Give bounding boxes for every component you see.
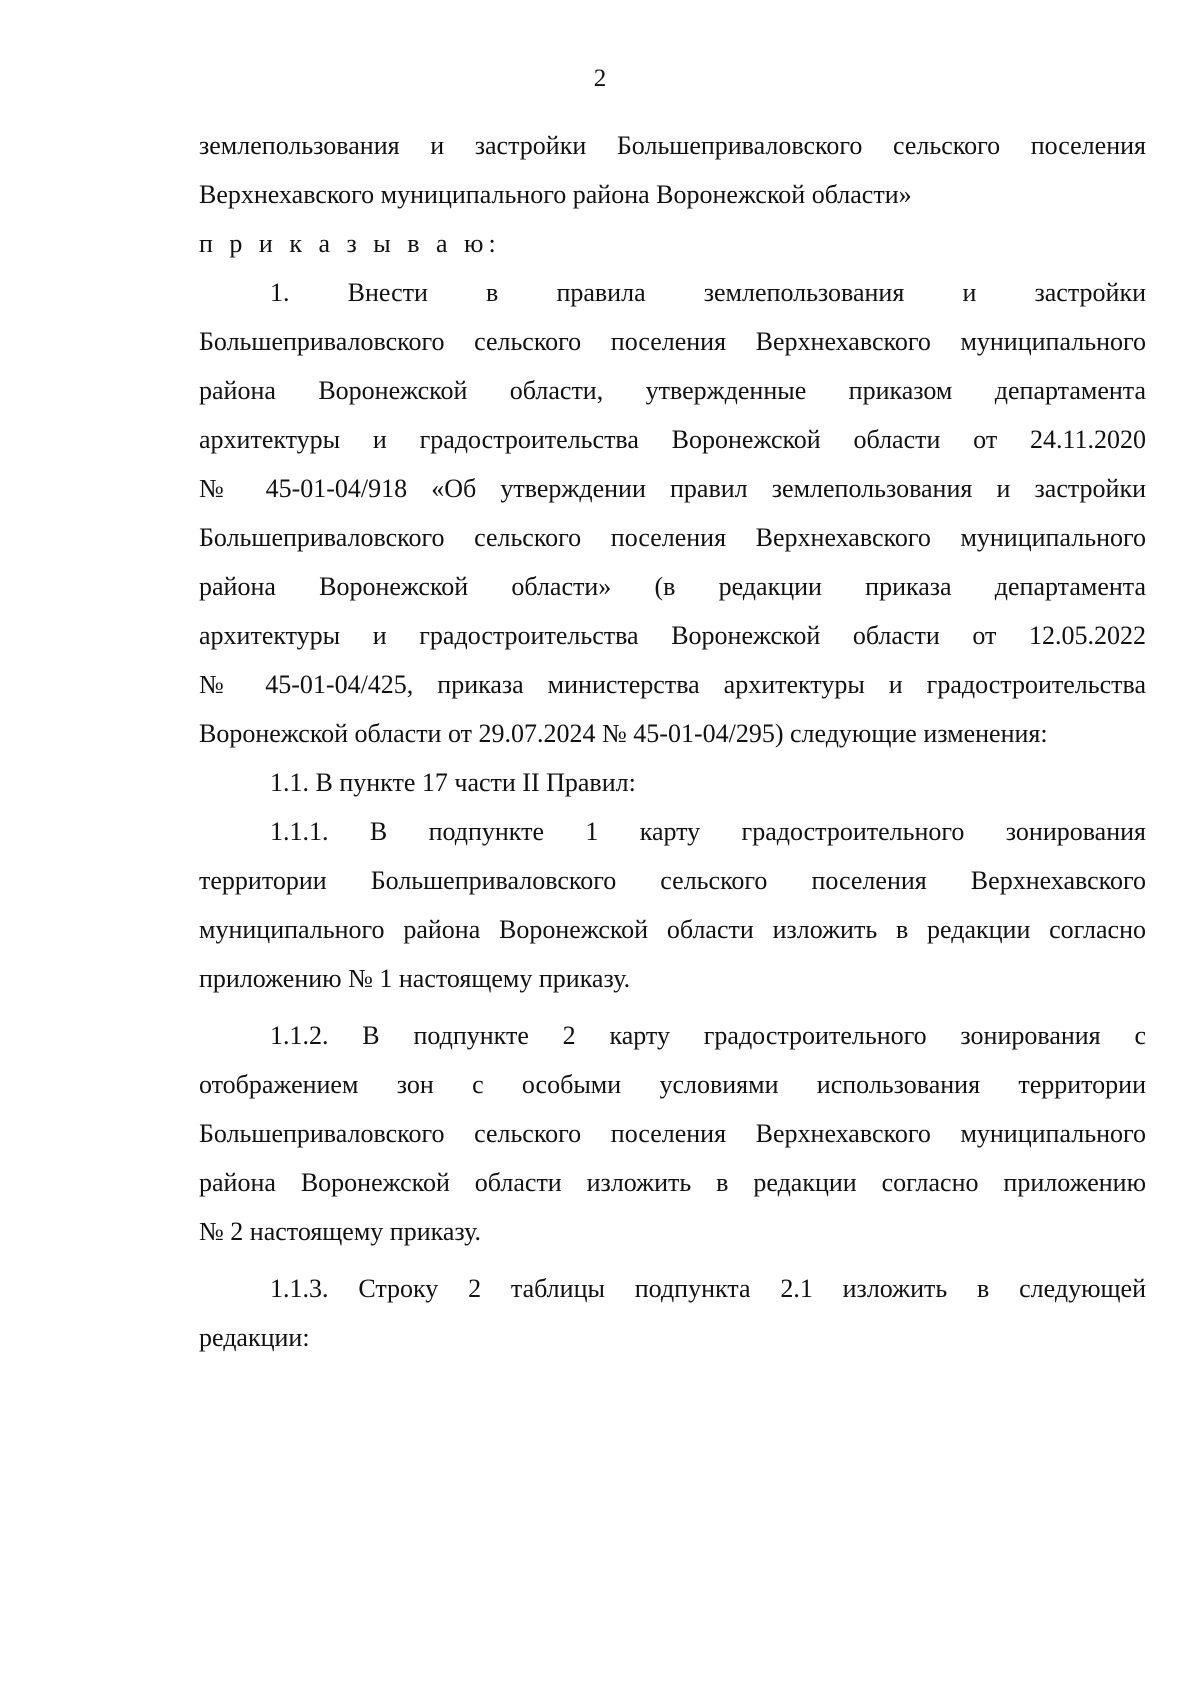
order-word: п р и к а з ы в а ю: bbox=[199, 229, 501, 258]
text-line: 1.1. В пункте 17 части II Правил: bbox=[270, 768, 636, 797]
paragraph-item-1-1-2 bbox=[199, 1011, 1146, 1256]
text-line: Большеприваловского сельского поселения Верхнехавского муниципального bbox=[199, 1119, 1146, 1148]
paragraph-item-1 bbox=[199, 268, 1146, 758]
text-line: Верхнехавского муниципального района Воронежской области» bbox=[199, 180, 912, 209]
text-line: Воронежской области от 29.07.2024 № 45-01-04/295) следующие изменения: bbox=[199, 719, 1048, 748]
text-line: 1. Внести в правила землепользования и застройки bbox=[270, 278, 1146, 307]
text-line: района Воронежской области изложить в редакции согласно приложению bbox=[199, 1168, 1146, 1197]
paragraph-item-1-1 bbox=[199, 758, 1146, 807]
text-line: района Воронежской области, утвержденные приказом департамента bbox=[199, 376, 1146, 405]
text-line: приложению № 1 настоящему приказу. bbox=[199, 964, 631, 993]
paragraph-order-word bbox=[199, 219, 1146, 268]
text-line: 1.1.1. В подпункте 1 карту градостроительного зонирования bbox=[270, 817, 1146, 846]
text-line: Большеприваловского сельского поселения Верхнехавского муниципального bbox=[199, 523, 1146, 552]
text-line: архитектуры и градостроительства Воронежской области от 12.05.2022 bbox=[199, 621, 1146, 650]
paragraph-intro-continuation bbox=[199, 121, 1146, 219]
text-line: отображением зон с особыми условиями использования территории bbox=[199, 1070, 1146, 1099]
text-line: редакции: bbox=[199, 1323, 310, 1352]
text-line: № 45-01-04/918 «Об утверждении правил землепользования и застройки bbox=[199, 474, 1146, 503]
document-body bbox=[199, 121, 1146, 1362]
text-line: землепользования и застройки Большеприваловского сельского поселения bbox=[199, 131, 1146, 160]
paragraph-item-1-1-1 bbox=[199, 807, 1146, 1003]
page-number: 2 bbox=[593, 65, 607, 92]
text-line: № 2 настоящему приказу. bbox=[199, 1217, 482, 1246]
text-line: № 45-01-04/425, приказа министерства архитектуры и градостроительства bbox=[199, 670, 1146, 699]
text-line: архитектуры и градостроительства Воронежской области от 24.11.2020 bbox=[199, 425, 1146, 454]
text-line: Большеприваловского сельского поселения Верхнехавского муниципального bbox=[199, 327, 1146, 356]
text-line: района Воронежской области» (в редакции приказа департамента bbox=[199, 572, 1146, 601]
paragraph-item-1-1-3 bbox=[199, 1264, 1146, 1362]
text-line: 1.1.3. Строку 2 таблицы подпункта 2.1 изложить в следующей bbox=[270, 1274, 1146, 1303]
text-line: 1.1.2. В подпункте 2 карту градостроительного зонирования с bbox=[270, 1021, 1146, 1050]
text-line: территории Большеприваловского сельского поселения Верхнехавского bbox=[199, 866, 1146, 895]
text-line: муниципального района Воронежской области изложить в редакции согласно bbox=[199, 915, 1146, 944]
